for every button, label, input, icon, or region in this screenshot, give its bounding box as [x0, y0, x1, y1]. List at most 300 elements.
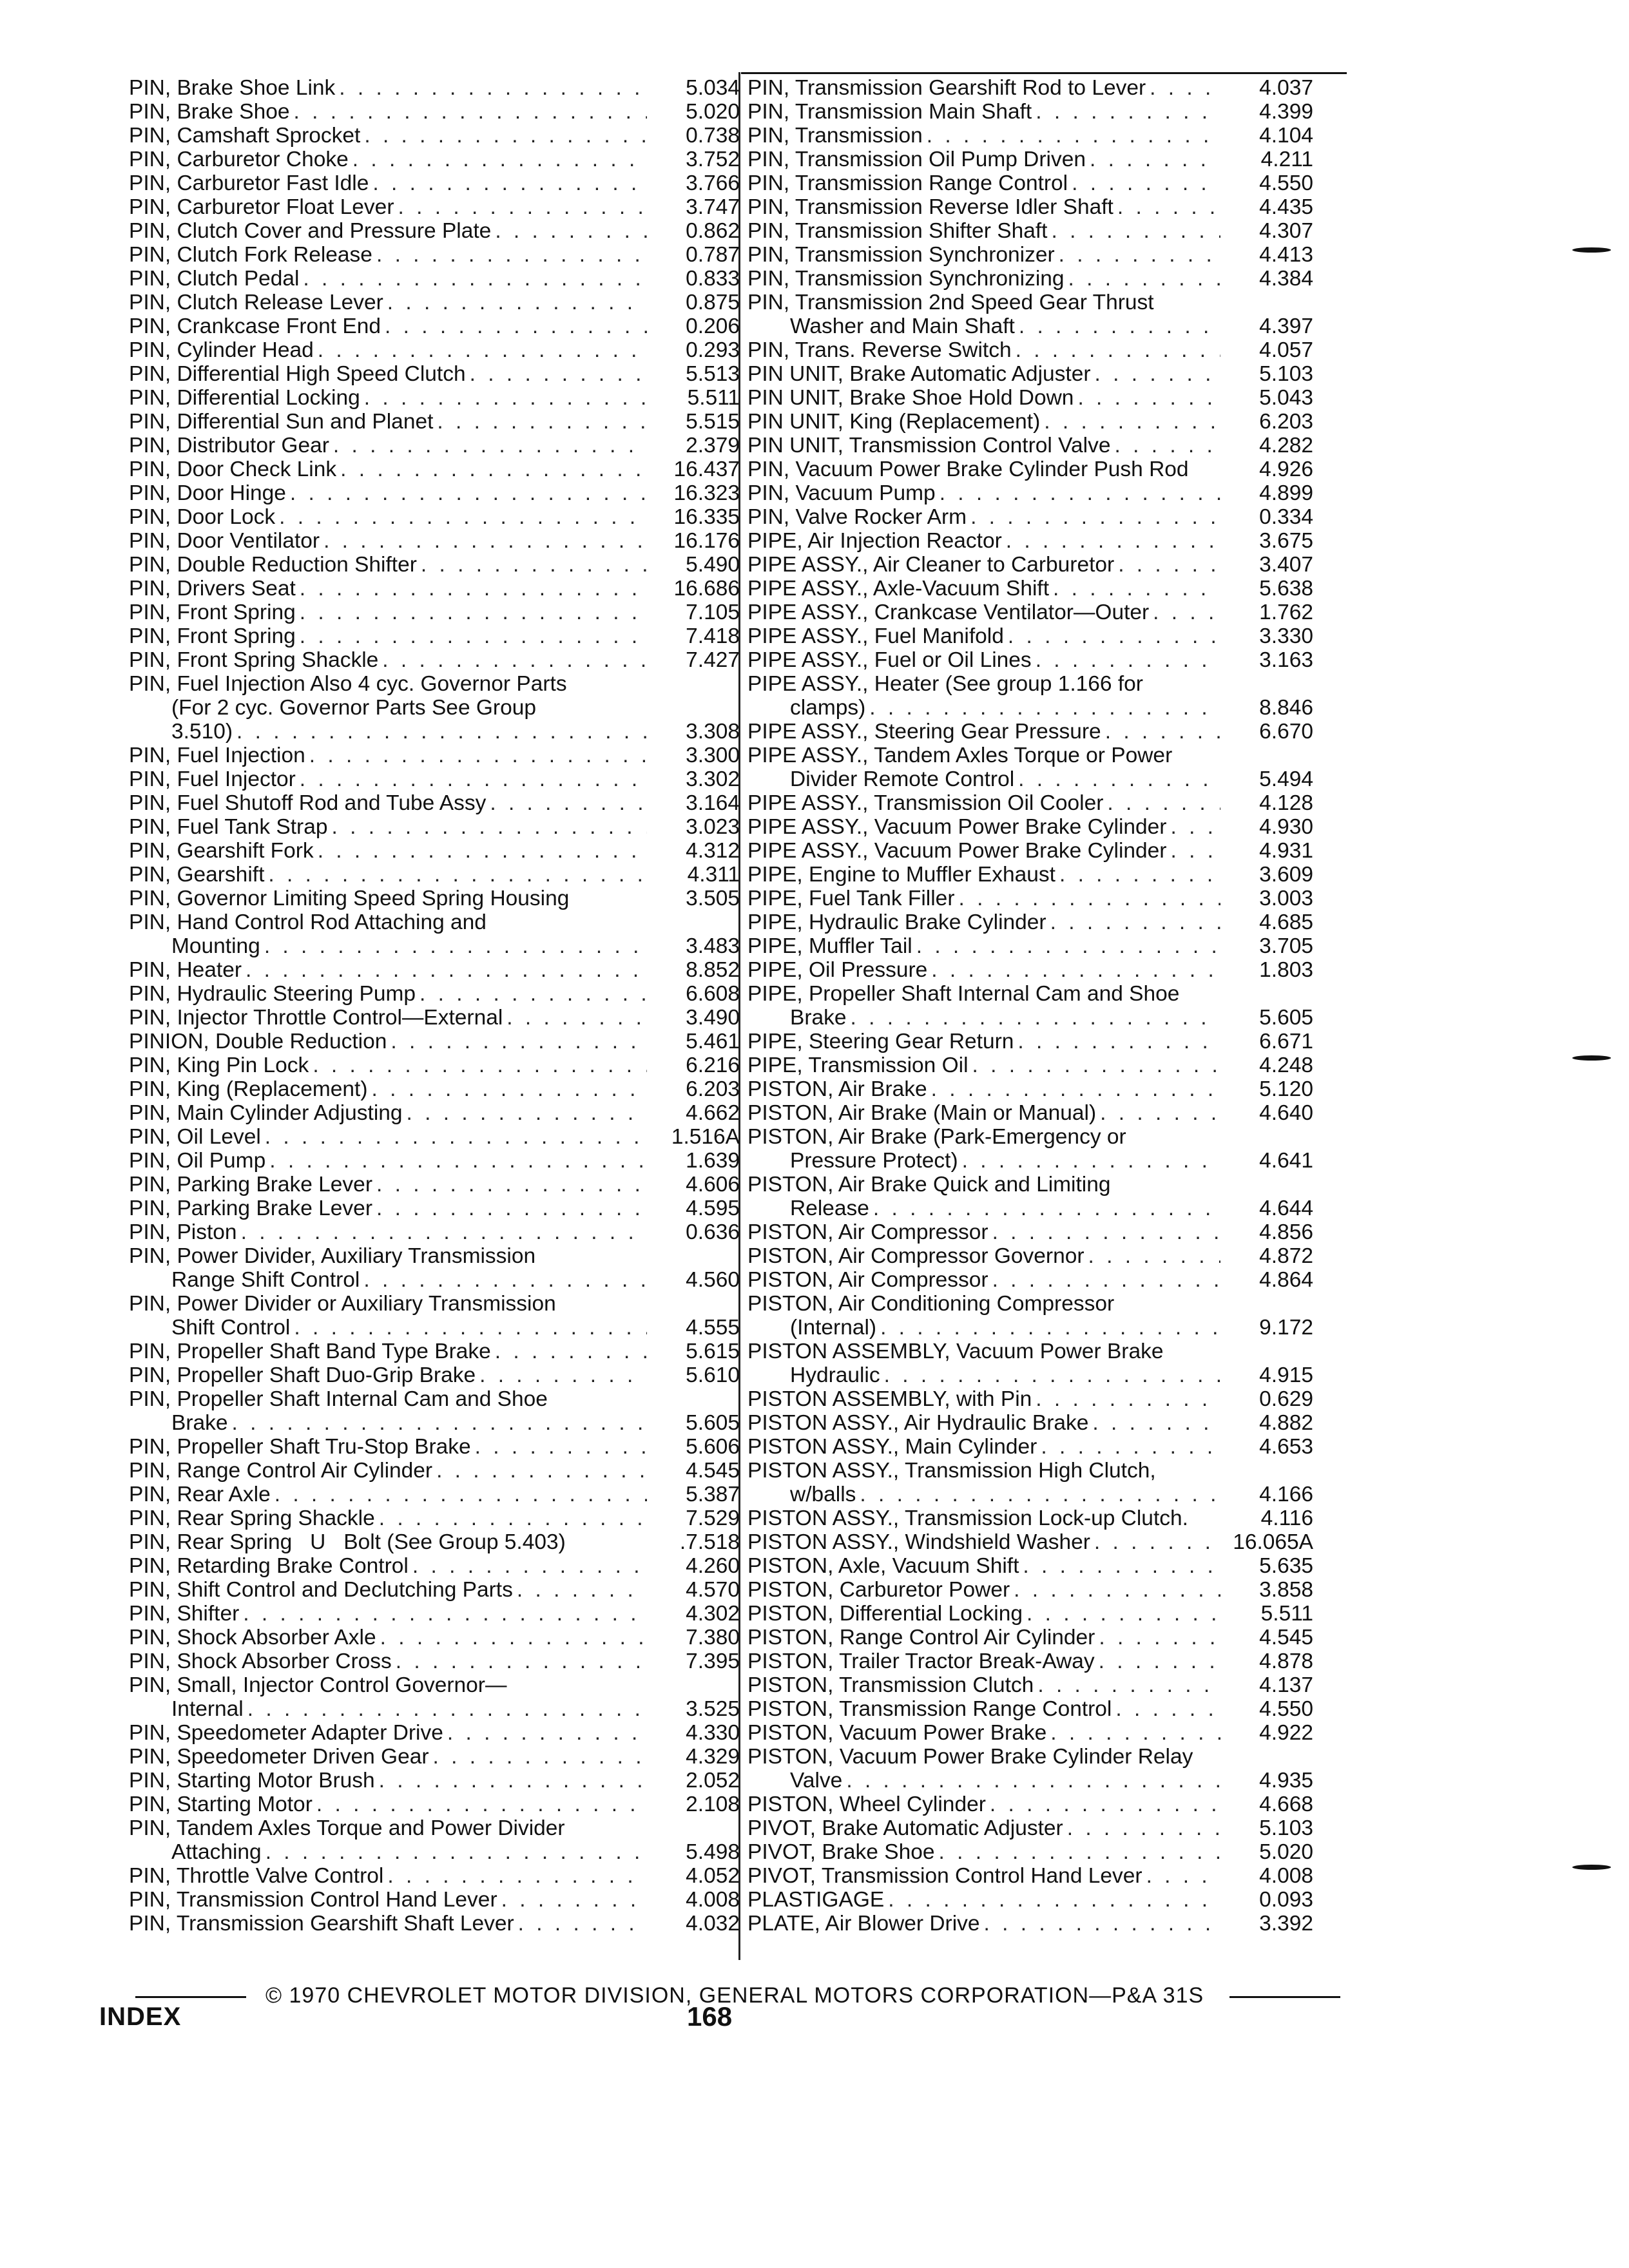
- index-entry: [747, 434, 1313, 457]
- entry-label: PIN, Gearshift Fork: [129, 839, 314, 863]
- dot-leader: [290, 481, 647, 505]
- top-rule: [741, 72, 1347, 74]
- entry-label: PIN UNIT, Brake Automatic Adjuster: [747, 362, 1091, 386]
- group-reference: 4.931: [1259, 839, 1313, 863]
- entry-label-continued: 3.510): [171, 720, 233, 744]
- group-reference: 3.003: [1259, 887, 1313, 910]
- footer-rule-left: [135, 1996, 246, 1998]
- index-entry: [747, 1792, 1313, 1816]
- index-entry: [129, 1769, 740, 1792]
- entry-label-continued: Shift Control: [171, 1316, 291, 1340]
- dot-leader: [880, 1316, 1220, 1340]
- entry-label: PIN, Piston: [129, 1220, 237, 1244]
- dot-leader: [232, 1411, 647, 1435]
- index-entry: [129, 386, 740, 410]
- group-reference: 6.216: [686, 1053, 740, 1077]
- entry-label: PIN, Transmission 2nd Speed Gear Thrust: [747, 291, 1154, 314]
- entry-label: PIN, Front Spring Shackle: [129, 648, 379, 672]
- dot-leader: [1105, 720, 1220, 744]
- index-entry: [129, 648, 740, 672]
- group-reference: 3.675: [1259, 529, 1313, 553]
- dot-leader: [300, 767, 647, 791]
- entry-label: PIPE ASSY., Heater (See group 1.166 for: [747, 672, 1143, 696]
- dot-leader: [294, 100, 647, 124]
- entry-label: PLATE, Air Blower Drive: [747, 1912, 980, 1936]
- dot-leader: [1170, 815, 1220, 839]
- index-entry: [747, 1721, 1313, 1745]
- group-reference: 4.435: [1259, 195, 1313, 219]
- group-reference: 8.846: [1259, 696, 1313, 720]
- index-entry: [129, 457, 740, 481]
- group-reference: 4.311: [687, 863, 740, 887]
- dot-leader: [1037, 1673, 1220, 1697]
- entry-label-continued: Mounting: [171, 934, 260, 958]
- group-reference: 5.498: [686, 1840, 740, 1864]
- group-reference: 4.570: [686, 1578, 740, 1602]
- group-reference: 3.300: [686, 744, 740, 767]
- entry-label: PIN, King (Replacement): [129, 1077, 368, 1101]
- entry-label: PIN, Shock Absorber Axle: [129, 1626, 376, 1649]
- entry-label: PIN, Hydraulic Steering Pump: [129, 982, 416, 1006]
- entry-label: PIN, Valve Rocker Arm: [747, 505, 967, 529]
- index-entry: [129, 958, 740, 982]
- index-entry: [747, 195, 1313, 219]
- group-reference: 5.461: [686, 1030, 740, 1053]
- entry-label-continued: Internal: [171, 1697, 244, 1721]
- dot-leader: [1041, 1435, 1220, 1459]
- group-reference: 4.399: [1259, 100, 1313, 124]
- group-reference: 4.282: [1259, 434, 1313, 457]
- entry-label: PISTON ASSY., Transmission Lock-up Clutch.: [747, 1506, 1188, 1530]
- entry-label: PIN, Double Reduction Shifter: [129, 553, 417, 577]
- group-reference: 5.387: [686, 1483, 740, 1506]
- group-reference: 3.858: [1259, 1578, 1313, 1602]
- index-entry: [129, 1220, 740, 1244]
- dot-leader: [506, 1006, 647, 1030]
- group-reference: 5.513: [686, 362, 740, 386]
- dot-leader: [376, 1196, 647, 1220]
- entry-label: PIN, Front Spring: [129, 601, 296, 624]
- group-reference: 4.550: [1259, 171, 1313, 195]
- entry-label: PIPE ASSY., Axle-Vacuum Shift: [747, 577, 1050, 601]
- group-reference: 3.747: [686, 195, 740, 219]
- entry-label: PIPE ASSY., Tandem Axles Torque or Power: [747, 744, 1173, 767]
- dot-leader: [1114, 434, 1220, 457]
- group-reference: 7.380: [686, 1626, 740, 1649]
- group-reference: 3.766: [686, 171, 740, 195]
- index-entry: [129, 1673, 740, 1721]
- group-reference: 16.323: [673, 481, 740, 505]
- entry-label: PIN, Propeller Shaft Internal Cam and Shoe: [129, 1387, 548, 1411]
- entry-label: PIN, Injector Throttle Control—External: [129, 1006, 503, 1030]
- entry-label: PISTON, Transmission Clutch: [747, 1673, 1034, 1697]
- dot-leader: [407, 1101, 647, 1125]
- group-reference: 5.638: [1259, 577, 1313, 601]
- entry-label: PIN, Trans. Reverse Switch: [747, 338, 1012, 362]
- dot-leader: [1014, 1578, 1220, 1602]
- entry-label: PIN, Differential Sun and Planet: [129, 410, 434, 434]
- dot-leader: [1118, 553, 1220, 577]
- dot-leader: [316, 1792, 647, 1816]
- dot-leader: [436, 1459, 647, 1483]
- index-entry: [129, 195, 740, 219]
- index-entry: [747, 958, 1313, 982]
- group-reference: 0.636: [686, 1220, 740, 1244]
- entry-label: PIPE, Air Injection Reactor: [747, 529, 1002, 553]
- group-reference: 5.515: [686, 410, 740, 434]
- dot-leader: [323, 529, 647, 553]
- dot-leader: [1018, 767, 1220, 791]
- index-entry: [129, 1554, 740, 1578]
- dot-leader: [884, 1363, 1220, 1387]
- group-reference: 4.057: [1259, 338, 1313, 362]
- group-reference: 4.653: [1259, 1435, 1313, 1459]
- index-entry: [747, 505, 1313, 529]
- dot-leader: [1008, 624, 1220, 648]
- entry-label: PIN, Crankcase Front End: [129, 314, 381, 338]
- entry-label-continued: Hydraulic: [790, 1363, 880, 1387]
- entry-label: PIN, Fuel Injector: [129, 767, 296, 791]
- group-reference: 4.008: [1259, 1864, 1313, 1888]
- entry-label: PIPE, Transmission Oil: [747, 1053, 969, 1077]
- index-entry: [747, 338, 1313, 362]
- right-index-column: [747, 76, 1313, 1936]
- group-reference: 4.878: [1259, 1649, 1313, 1673]
- entry-label: PIPE, Hydraulic Brake Cylinder: [747, 910, 1046, 934]
- index-entry: [129, 624, 740, 648]
- index-entry: [747, 1173, 1313, 1220]
- index-entry: [129, 434, 740, 457]
- entry-label: PIPE ASSY., Crankcase Ventilator—Outer: [747, 601, 1150, 624]
- group-reference: 4.606: [686, 1173, 740, 1196]
- dot-leader: [1068, 267, 1220, 291]
- index-entry: [129, 1340, 740, 1363]
- index-entry: [747, 386, 1313, 410]
- group-reference: 5.610: [686, 1363, 740, 1387]
- edge-mark: [1572, 1055, 1611, 1061]
- group-reference: 1.516A: [671, 1125, 740, 1149]
- entry-label: PIN, Power Divider, Auxiliary Transmission: [129, 1244, 536, 1268]
- group-reference: 3.609: [1259, 863, 1313, 887]
- index-entry: [747, 815, 1313, 839]
- dot-leader: [421, 553, 647, 577]
- index-entry: [747, 243, 1313, 267]
- index-entry: [747, 1602, 1313, 1626]
- group-reference: 3.392: [1259, 1912, 1313, 1936]
- group-reference: 4.545: [1259, 1626, 1313, 1649]
- group-reference: 5.103: [1259, 362, 1313, 386]
- index-entry: [129, 577, 740, 601]
- group-reference: 4.640: [1259, 1101, 1313, 1125]
- dot-leader: [1017, 1030, 1220, 1053]
- dot-leader: [385, 314, 647, 338]
- group-reference: 3.407: [1259, 553, 1313, 577]
- index-entry: [747, 1649, 1313, 1673]
- dot-leader: [1036, 648, 1220, 672]
- index-entry: [129, 744, 740, 767]
- group-reference: 3.752: [686, 148, 740, 171]
- group-reference: 7.395: [686, 1649, 740, 1673]
- dot-leader: [962, 1149, 1220, 1173]
- group-reference: 16.176: [673, 529, 740, 553]
- copyright-line: © 1970 CHEVROLET MOTOR DIVISION, GENERAL MOTORS CORPORATION—P&A 31S: [265, 1983, 1204, 2008]
- index-entry: [129, 1101, 740, 1125]
- dot-leader: [992, 1268, 1220, 1292]
- entry-label: PIN, Parking Brake Lever: [129, 1173, 372, 1196]
- dot-leader: [1050, 1721, 1220, 1745]
- group-reference: 4.397: [1259, 314, 1313, 338]
- entry-label: PIN, Differential Locking: [129, 386, 360, 410]
- index-entry: [747, 1697, 1313, 1721]
- dot-leader: [279, 505, 647, 529]
- group-reference: 16.065A: [1233, 1530, 1313, 1554]
- index-entry: [129, 291, 740, 314]
- dot-leader: [931, 1077, 1220, 1101]
- index-entry: [129, 1602, 740, 1626]
- group-reference: 3.483: [686, 934, 740, 958]
- group-reference: 4.595: [686, 1196, 740, 1220]
- entry-label: PISTON, Air Compressor: [747, 1268, 988, 1292]
- group-reference: 5.034: [686, 76, 740, 100]
- group-reference: 4.104: [1259, 124, 1313, 148]
- dot-leader: [1036, 100, 1220, 124]
- group-reference: 4.128: [1259, 791, 1313, 815]
- index-entry: [129, 1626, 740, 1649]
- dot-leader: [269, 1149, 647, 1173]
- index-entry: [129, 1363, 740, 1387]
- entry-label: PIN, Small, Injector Control Governor—: [129, 1673, 507, 1697]
- group-reference: 4.330: [686, 1721, 740, 1745]
- index-entry: [129, 338, 740, 362]
- group-reference: 4.555: [686, 1316, 740, 1340]
- dot-leader: [387, 291, 647, 314]
- dot-leader: [479, 1363, 647, 1387]
- group-reference: 4.248: [1259, 1053, 1313, 1077]
- dot-leader: [264, 934, 647, 958]
- entry-label: PISTON, Carburetor Power: [747, 1578, 1010, 1602]
- index-entry: [129, 1816, 740, 1864]
- entry-label: PIN, Main Cylinder Adjusting: [129, 1101, 403, 1125]
- group-reference: 4.926: [1259, 457, 1313, 481]
- group-reference: 2.052: [686, 1769, 740, 1792]
- entry-label: PISTON ASSY., Air Hydraulic Brake: [747, 1411, 1089, 1435]
- group-reference: 0.293: [686, 338, 740, 362]
- index-entry: [129, 314, 740, 338]
- entry-label: PIN UNIT, Brake Shoe Hold Down: [747, 386, 1074, 410]
- entry-label: PIN, Parking Brake Lever: [129, 1196, 372, 1220]
- entry-label: PIPE, Oil Pressure: [747, 958, 928, 982]
- entry-label: PIPE ASSY., Fuel Manifold: [747, 624, 1004, 648]
- entry-label: PIN, Drivers Seat: [129, 577, 296, 601]
- dot-leader: [1115, 1697, 1220, 1721]
- index-entry: [129, 171, 740, 195]
- group-reference: 6.608: [686, 982, 740, 1006]
- index-entry: [747, 839, 1313, 863]
- dot-leader: [1036, 1387, 1220, 1411]
- entry-label: PIN, Oil Pump: [129, 1149, 266, 1173]
- index-entry: [129, 1053, 740, 1077]
- group-reference: 1.803: [1259, 958, 1313, 982]
- dot-leader: [873, 1196, 1220, 1220]
- dot-leader: [331, 815, 647, 839]
- entry-label: PIN, Door Check Link: [129, 457, 337, 481]
- dot-leader: [294, 1316, 647, 1340]
- dot-leader: [247, 1697, 647, 1721]
- entry-label: PIN, Transmission: [747, 124, 923, 148]
- dot-leader: [398, 195, 647, 219]
- dot-leader: [860, 1483, 1220, 1506]
- index-entry: [129, 529, 740, 553]
- entry-label: PIPE, Steering Gear Return: [747, 1030, 1014, 1053]
- dot-leader: [1059, 863, 1220, 887]
- index-entry: [129, 1721, 740, 1745]
- index-entry: [747, 601, 1313, 624]
- dot-leader: [1153, 601, 1220, 624]
- edge-mark: [1572, 1865, 1611, 1870]
- dot-leader: [992, 1220, 1220, 1244]
- group-reference: 5.605: [686, 1411, 740, 1435]
- page-number: 168: [687, 2001, 733, 2032]
- entry-label: PIN, Cylinder Head: [129, 338, 314, 362]
- entry-label: PIN, Differential High Speed Clutch: [129, 362, 466, 386]
- group-reference: 4.545: [686, 1459, 740, 1483]
- group-reference: 4.302: [686, 1602, 740, 1626]
- entry-label: PIN, Clutch Cover and Pressure Plate: [129, 219, 492, 243]
- dot-leader: [333, 434, 647, 457]
- group-reference: 4.864: [1259, 1268, 1313, 1292]
- group-reference: 0.206: [686, 314, 740, 338]
- index-entry: [129, 1196, 740, 1220]
- index-entry: [747, 1030, 1313, 1053]
- index-entry: [747, 1077, 1313, 1101]
- dot-leader: [432, 1745, 647, 1769]
- entry-label-continued: Brake: [790, 1006, 847, 1030]
- index-entry: [747, 1506, 1313, 1530]
- dot-leader: [851, 1006, 1220, 1030]
- dot-leader: [364, 124, 647, 148]
- dot-leader: [846, 1769, 1220, 1792]
- dot-leader: [300, 601, 647, 624]
- group-reference: 0.833: [686, 267, 740, 291]
- index-entry: [747, 171, 1313, 195]
- dot-leader: [984, 1912, 1220, 1936]
- group-reference: 0.093: [1259, 1888, 1313, 1912]
- dot-leader: [300, 624, 647, 648]
- index-entry: [747, 982, 1313, 1030]
- dot-leader: [313, 1053, 647, 1077]
- entry-label: PIN, Governor Limiting Speed Spring Housing: [129, 887, 570, 910]
- index-entry: [747, 481, 1313, 505]
- index-entry: [129, 1578, 740, 1602]
- entry-label: PIN, Gearshift: [129, 863, 265, 887]
- dot-leader: [927, 124, 1220, 148]
- group-reference: 5.511: [687, 386, 740, 410]
- index-entry: [747, 648, 1313, 672]
- group-reference: 4.882: [1259, 1411, 1313, 1435]
- group-reference: 2.108: [686, 1792, 740, 1816]
- entry-label-continued: Release: [790, 1196, 869, 1220]
- entry-label: PIVOT, Brake Automatic Adjuster: [747, 1816, 1063, 1840]
- index-entry: [747, 744, 1313, 791]
- group-reference: 3.330: [1259, 624, 1313, 648]
- group-reference: 1.639: [686, 1149, 740, 1173]
- index-entry: [747, 1268, 1313, 1292]
- group-reference: 5.605: [1259, 1006, 1313, 1030]
- edge-mark: [1572, 247, 1611, 253]
- entry-label: PINION, Double Reduction: [129, 1030, 387, 1053]
- entry-label: PIN, Fuel Injection Also 4 cyc. Governor Parts: [129, 672, 567, 696]
- group-reference: 8.852: [686, 958, 740, 982]
- entry-label: PIPE ASSY., Steering Gear Pressure: [747, 720, 1101, 744]
- entry-label: PIN, Rear Spring Shackle: [129, 1506, 375, 1530]
- entry-label: PISTON, Transmission Range Control: [747, 1697, 1112, 1721]
- group-reference: 1.762: [1259, 601, 1313, 624]
- entry-label: PIN, Vacuum Pump: [747, 481, 936, 505]
- dot-leader: [265, 1125, 647, 1149]
- entry-label: PIPE ASSY., Transmission Oil Cooler: [747, 791, 1104, 815]
- index-entry: [129, 505, 740, 529]
- entry-label-continued: Valve: [790, 1769, 843, 1792]
- dot-leader: [938, 1840, 1220, 1864]
- index-entry: [747, 1387, 1313, 1411]
- group-reference: 4.307: [1259, 219, 1313, 243]
- dot-leader: [380, 1626, 647, 1649]
- entry-label: PIN, Transmission Reverse Idler Shaft: [747, 195, 1113, 219]
- group-reference: .7.518: [679, 1530, 740, 1554]
- index-entry: [747, 76, 1313, 100]
- entry-label: PISTON, Air Brake (Park-Emergency or: [747, 1125, 1126, 1149]
- index-entry: [129, 791, 740, 815]
- group-reference: 4.116: [1260, 1506, 1313, 1530]
- entry-label: PIN, Shock Absorber Cross: [129, 1649, 392, 1673]
- entry-label: PIN, Heater: [129, 958, 242, 982]
- group-reference: 4.685: [1259, 910, 1313, 934]
- entry-label: PIPE ASSY., Vacuum Power Brake Cylinder: [747, 815, 1167, 839]
- group-reference: 0.875: [686, 291, 740, 314]
- index-entry: [129, 148, 740, 171]
- index-entry: [747, 887, 1313, 910]
- index-entry: [129, 76, 740, 100]
- group-reference: 16.335: [673, 505, 740, 529]
- entry-label: PISTON ASSEMBLY, with Pin: [747, 1387, 1032, 1411]
- group-reference: 7.105: [686, 601, 740, 624]
- entry-label: PIN, Distributor Gear: [129, 434, 329, 457]
- dot-leader: [1053, 577, 1220, 601]
- entry-label: PIN, Fuel Shutoff Rod and Tube Assy: [129, 791, 487, 815]
- dot-leader: [437, 410, 647, 434]
- dot-leader: [243, 1602, 647, 1626]
- dot-leader: [241, 1220, 647, 1244]
- group-reference: 3.505: [686, 887, 740, 910]
- group-reference: 4.312: [686, 839, 740, 863]
- index-entry: [129, 1435, 740, 1459]
- dot-leader: [1150, 76, 1220, 100]
- index-entry: [747, 1411, 1313, 1435]
- index-entry: [129, 1912, 740, 1936]
- entry-label: PISTON ASSY., Windshield Washer: [747, 1530, 1090, 1554]
- dot-leader: [396, 1649, 647, 1673]
- group-reference: 16.437: [673, 457, 740, 481]
- index-entry: [747, 672, 1313, 720]
- group-reference: 4.668: [1259, 1792, 1313, 1816]
- entry-label: PISTON, Wheel Cylinder: [747, 1792, 986, 1816]
- index-entry: [129, 1483, 740, 1506]
- index-entry: [129, 863, 740, 887]
- dot-leader: [372, 171, 647, 195]
- entry-label: PIN, Carburetor Float Lever: [129, 195, 394, 219]
- entry-label-continued: (For 2 cyc. Governor Parts See Group: [171, 696, 536, 720]
- index-entry: [747, 291, 1313, 338]
